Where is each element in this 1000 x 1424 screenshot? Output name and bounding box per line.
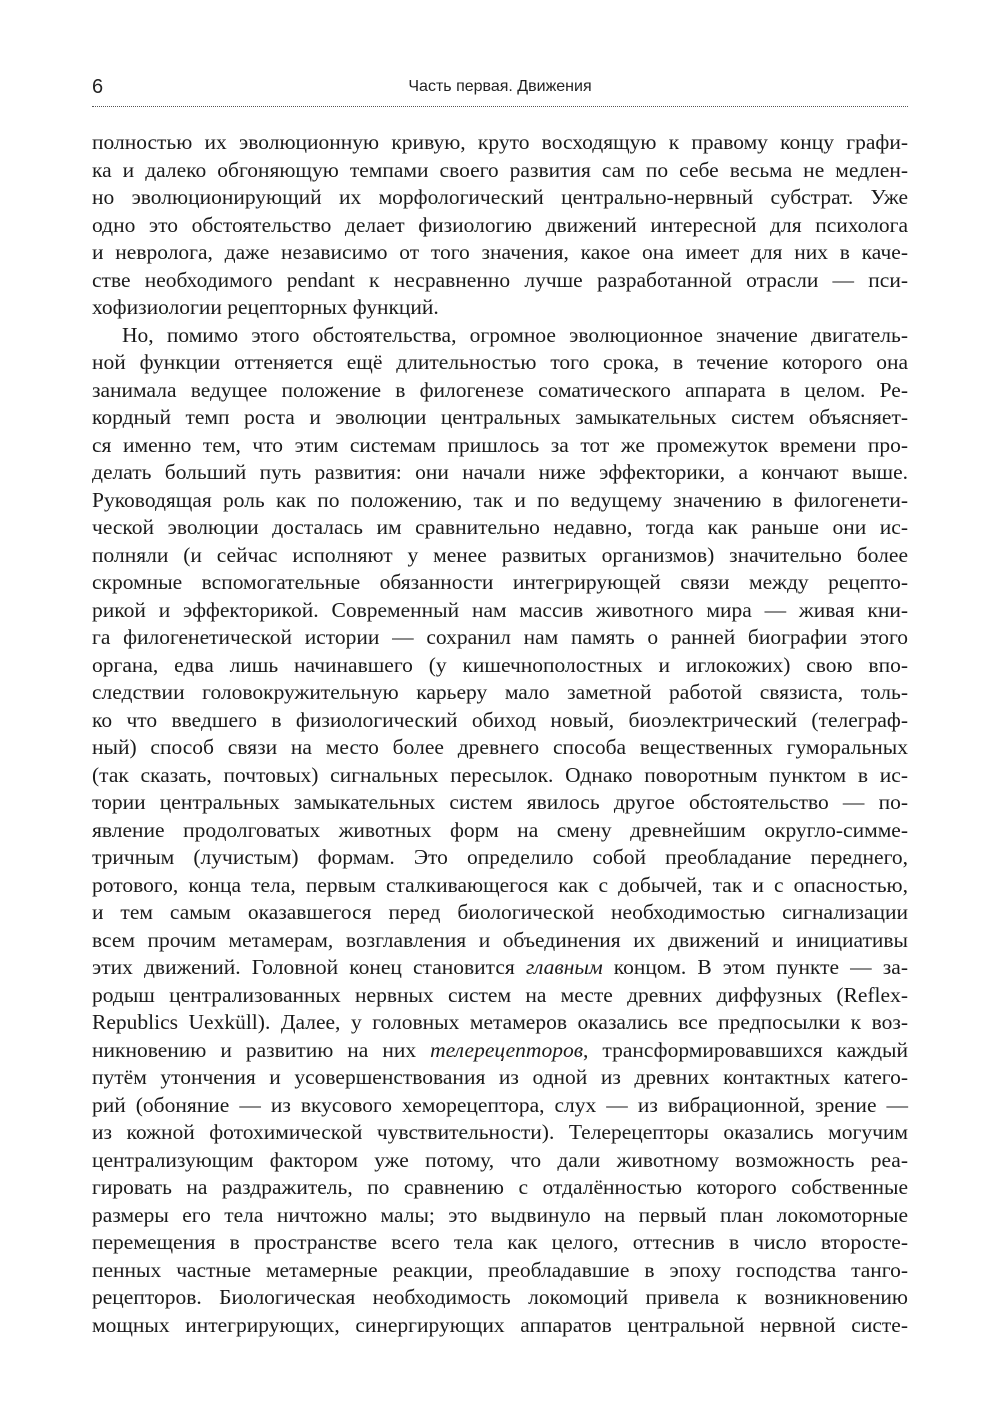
- text-line: га филогенетической истории — сохранил нам память о ранней биографии этого: [92, 625, 908, 649]
- italic-term: главным: [525, 955, 603, 979]
- text-segment: концом. В этом пункте — за-: [602, 955, 908, 979]
- text-line: ротового, конца тела, первым сталкивающегося как с добычей, так и с опасностью,: [92, 872, 908, 897]
- text-line: тричным (лучистым) формам. Это определило собой преобладание переднего,: [92, 845, 908, 869]
- text-line: кордный темп роста и эволюции центральных замыкательных систем объясняет-: [92, 405, 908, 429]
- text-line: занимала ведущее положение в филогенезе соматического аппарата в целом. Ре-: [92, 377, 908, 402]
- text-line: органа, едва лишь начинавшего (у кишечнополостных и иглокожих) свою впо-: [92, 652, 908, 677]
- text-line: делать больший путь развития: они начали ниже эффекторики, а кончают выше.: [92, 460, 908, 484]
- text-line: ной функции оттеняется ещё длительностью того срока, в течение которого она: [92, 350, 908, 374]
- text-line: из кожной фотохимической чувствительности). Телерецепторы оказались могучим: [92, 1120, 908, 1144]
- text-line: всем прочим метамерам, возглавления и объединения их движений и инициативы: [92, 927, 908, 952]
- text-line: и тем самым оказавшегося перед биологической необходимостью сигнализации: [92, 900, 908, 924]
- text-line: рий (обоняние — из вкусового хеморецептора, слух — из вибрационной, зрение —: [92, 1092, 908, 1117]
- text-segment: никновению и развитию на них: [92, 1037, 431, 1062]
- text-line: полняли (и сейчас исполняют у менее развитых организмов) значительно более: [92, 542, 908, 567]
- text-line: ка и далеко обгоняющую темпами своего развития сам по себе весьма не медлен-: [92, 157, 908, 182]
- text-line: следствии головокружительную карьеру мало заметной работой связиста, толь-: [92, 680, 908, 704]
- text-line: ся именно тем, что этим системам пришлось за тот же промежуток времени про-: [92, 432, 908, 457]
- text-line: Руководящая роль как по положению, так и по ведущему значению в филогенети-: [92, 487, 908, 512]
- text-line: явление продолговатых животных форм на смену древнейшим округло-симме-: [92, 817, 908, 842]
- text-line: рикой и эффекторикой. Современный нам массив животного мира — живая кни-: [92, 597, 908, 622]
- body-text: [92, 129, 908, 1339]
- italic-term: телерецепторов: [430, 1037, 584, 1062]
- running-title: Часть первая. Движения: [408, 78, 592, 95]
- text-line: родыш централизованных нервных систем на месте древних диффузных (Reflex-: [92, 982, 908, 1007]
- text-line: одно это обстоятельство делает физиологию движений интересной для психолога: [92, 212, 908, 237]
- text-line: рецепторов. Биологическая необходимость локомоций привела к возникновению: [92, 1285, 908, 1309]
- text-line: ко что введшего в физиологический обиход новый, биоэлектрический (телеграф-: [92, 707, 908, 732]
- running-header: [92, 72, 908, 107]
- text-line: Republics Uexküll). Далее, у головных метамеров оказались все предпосылки к воз-: [92, 1010, 908, 1034]
- page-number: 6: [92, 76, 104, 98]
- text-line: скромные вспомогательные обязанности интегрирующей связи между рецепто-: [92, 570, 908, 594]
- text-line: ческой эволюции досталась им сравнительно недавно, тогда как раньше они ис-: [92, 515, 908, 539]
- text-line: пенных частные метамерные реакции, преобладавшие в эпоху господства танго-: [92, 1257, 908, 1282]
- text-line: путём утончения и усовершенствования из одной из древних контактных катего-: [92, 1065, 908, 1089]
- text-line: стве необходимого pendant к несравненно лучше разработанной отрасли — пси-: [92, 267, 908, 292]
- text-line: тории центральных замыкательных систем явилось другое обстоятельство — по-: [92, 790, 908, 814]
- text-line: гировать на раздражитель, по сравнению с отдалённостью которого собственные: [92, 1175, 908, 1199]
- text-line-with-italic: [92, 954, 908, 982]
- text-line-with-italic: [92, 1037, 908, 1065]
- text-line: мощных интегрирующих, синергирующих аппаратов центральной нервной систе-: [92, 1312, 908, 1337]
- text-line: полностью их эволюционную кривую, круто восходящую к правому концу графи-: [92, 130, 908, 154]
- text-line: перемещения в пространстве всего тела как целого, оттеснив в число второсте-: [92, 1230, 908, 1254]
- text-line: централизующим фактором уже потому, что дали животному возможность реа-: [92, 1147, 908, 1172]
- text-line: хофизиологии рецепторных функций.: [92, 295, 439, 319]
- text-line: и невролога, даже независимо от того значения, какое она имеет для них в каче-: [92, 240, 908, 264]
- text-segment: , трансформировавшихся каждый: [583, 1037, 908, 1062]
- text-line: (так сказать, почтовых) сигнальных пересылок. Однако поворотным пунктом в ис-: [92, 762, 908, 787]
- text-line: ный) способ связи на место более древнего способа вещественных гуморальных: [92, 735, 908, 759]
- text-line: но эволюционирующий их морфологический центрально-нервный субстрат. Уже: [92, 185, 908, 209]
- text-line: размеры его тела ничтожно малы; это выдвинуло на первый план локомоторные: [92, 1202, 908, 1227]
- text-segment: этих движений. Головной конец становится: [92, 955, 526, 979]
- text-line: Но, помимо этого обстоятельства, огромное эволюционное значение двигатель-: [122, 322, 908, 347]
